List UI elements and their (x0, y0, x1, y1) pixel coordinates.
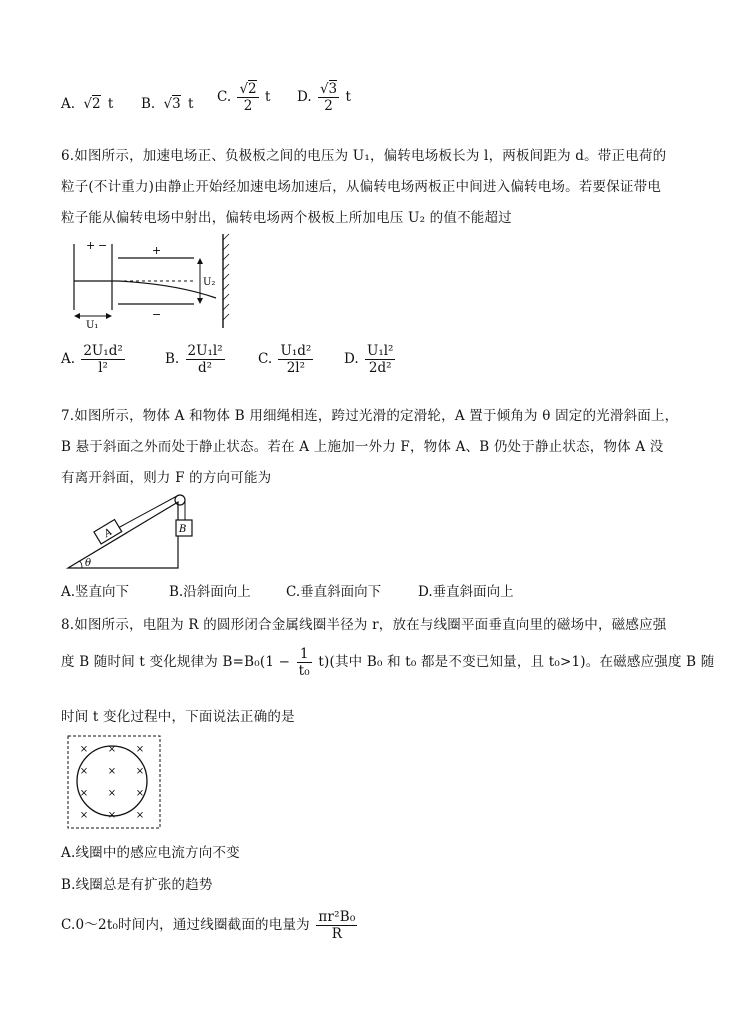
field-cross-marks (80, 744, 144, 821)
minus-sign: − (98, 239, 108, 252)
fraction: $\frac{\text{2U₁d²}}{\text{l²}}$ (83, 343, 123, 377)
cross-mark: × (135, 788, 145, 799)
q7-option-a: A.竖直向下 (61, 584, 130, 600)
q5-option-a: A. √2 t (61, 96, 114, 112)
q7-text-line-1: 7.如图所示，物体 A 和物体 B 用细绳相连，跨过光滑的定滑轮，A 置于倾角为 θ 固定的光滑斜面上， (61, 408, 679, 424)
cross-mark: × (79, 766, 89, 777)
q7-text-line-3: 有离开斜面，则力 F 的方向可能为 (61, 470, 272, 486)
q7-option-c: C.垂直斜面向下 (286, 584, 382, 600)
minus-sign: − (152, 308, 162, 321)
cross-mark: × (107, 766, 117, 777)
q7-incline-pulley-figure (66, 490, 206, 574)
u2-label: U₂ (203, 277, 216, 288)
q6-deflection-field-figure (66, 232, 246, 332)
theta-label: θ (85, 558, 92, 569)
q7-option-d: D.垂直斜面向上 (418, 584, 514, 600)
q6-option-a: A. $\frac{\text{2U₁d²}}{\text{l²}}$ (61, 343, 123, 377)
q8-magnetic-field-coil-figure (66, 734, 162, 830)
cross-mark: × (135, 766, 145, 777)
cross-mark: × (135, 744, 145, 755)
q6-text-line-1: 6.如图所示，加速电场正、负极板之间的电压为 U₁，偏转电场板长为 l，两板间距为 d。带正电荷的 (61, 148, 667, 164)
fraction: $\frac{\text{πr²B₀}}{R}$ (318, 909, 356, 943)
fraction: $\frac{\text{2U₁l²}}{\text{d²}}$ (187, 343, 223, 377)
block-a-label: A (102, 526, 115, 540)
cross-mark: × (107, 788, 117, 799)
q8-text-line-3: 时间 t 变化过程中，下面说法正确的是 (61, 709, 295, 725)
q8-option-c: C.0～2t₀时间内，通过线圈截面的电量为 $\frac{\text{πr²B₀}}{R}$ (61, 909, 356, 943)
q8-option-a: A.线圈中的感应电流方向不变 (61, 845, 240, 861)
q6-text-line-3: 粒子能从偏转电场中射出，偏转电场两个极板上所加电压 U₂ 的值不能超过 (61, 210, 512, 226)
cross-mark: × (107, 810, 117, 821)
q6-option-c: C. $\frac{\text{U₁d²}}{\text{2l²}}$ (258, 343, 312, 377)
sqrt-symbol: √ (83, 96, 92, 112)
fraction: $\frac{√2}{2}$ (239, 81, 257, 115)
q6-option-d: D. $\frac{\text{U₁l²}}{\text{2d²}}$ (344, 343, 394, 377)
cross-mark: × (107, 744, 117, 755)
cross-mark: × (79, 788, 89, 799)
q6-option-b: B. $\frac{\text{2U₁l²}}{\text{d²}}$ (165, 343, 223, 377)
block-b-label: B (179, 524, 187, 535)
plus-sign: + (152, 244, 162, 257)
q6-text-line-2: 粒子(不计重力)由静止开始经加速电场加速后，从偏转电场两板正中间进入偏转电场。若要保证带电 (61, 179, 662, 195)
cross-mark: × (135, 810, 145, 821)
u1-label: U₁ (86, 320, 99, 331)
q8-text-line-2: 度 B 随时间 t 变化规律为 B=B₀(1 − $\frac{1}{\text{t₀}}$ t)(其中 B₀ 和 t₀ 都是不变已知量，且 t₀>1)。在磁感应强度 B 随 (61, 646, 715, 680)
cross-mark: × (79, 744, 89, 755)
q7-text-line-2: B 悬于斜面之外而处于静止状态。若在 A 上施加一外力 F，物体 A、B 仍处于静止状态，物体 A 没 (61, 439, 664, 455)
plus-sign: + (86, 239, 96, 252)
q8-text-line-1: 8.如图所示，电阻为 R 的圆形闭合金属线圈半径为 r，放在与线圈平面垂直向里的磁场中，磁感应强 (61, 617, 667, 633)
sqrt-symbol: √ (163, 96, 173, 112)
q8-option-b: B.线圈总是有扩张的趋势 (61, 877, 213, 893)
fraction: $\frac{\text{U₁d²}}{\text{2l²}}$ (280, 343, 312, 377)
fraction: $\frac{1}{\text{t₀}}$ (298, 646, 310, 680)
q5-option-d: D. $\frac{√3}{2}$ t (297, 81, 351, 115)
q7-option-b: B.沿斜面向上 (169, 584, 251, 600)
q5-option-c: C. $\frac{√2}{2}$ t (217, 81, 271, 115)
fraction: $\frac{√3}{2}$ (319, 81, 338, 115)
q5-option-b: B. √3 t (141, 96, 194, 112)
fraction: $\frac{\text{U₁l²}}{\text{2d²}}$ (366, 343, 394, 377)
cross-mark: × (79, 810, 89, 821)
